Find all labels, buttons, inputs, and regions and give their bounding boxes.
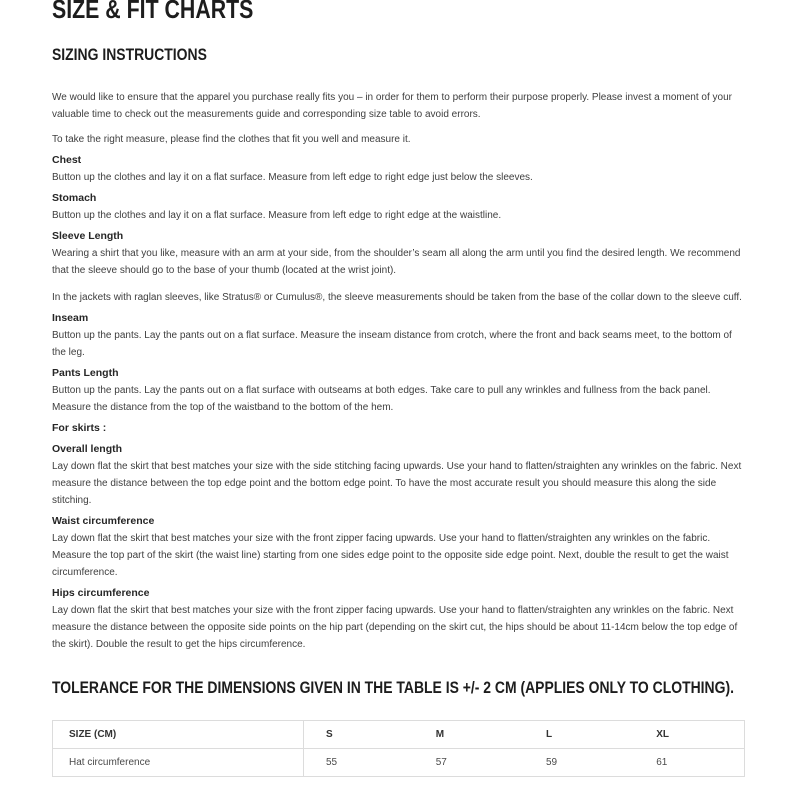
col-header-s: S [304,721,414,749]
section-chest [52,152,745,186]
row-value-s: 55 [304,749,414,777]
tolerance-note: TOLERANCE FOR THE DIMENSIONS GIVEN IN THE TABLE IS +/- 2 CM (APPLIES ONLY TO CLOTHING). [52,678,734,697]
section-paragraph: Button up the clothes and lay it on a flat surface. Measure from left edge to right edge at the waistline. [52,210,502,221]
section-pants-length [52,365,745,416]
section-stomach [52,190,745,224]
section-paragraph: Lay down flat the skirt that best matches your size with the front zipper facing upwards. Use your hand to flatten/straighten any wrinkles on the fabric. Measure the top part of the skirt (the waist line) starting from one sides edge point to the opposite side edge point. Next, double the result to get the waist circumference. [52,533,729,578]
section-paragraph: Lay down flat the skirt that best matches your size with the front zipper facing upwards. Use your hand to flatten/straighten any wrinkles on the fabric. Next measure the distance between the opposite side points on the hip part (depending on the skirt cut, the hips should be about 11-14cm below the top edge of the skirt). Double the result to get the hips circumference. [52,605,738,650]
col-header-m: M [414,721,524,749]
section-heading: Waist circumference [52,515,155,527]
row-value-l: 59 [546,757,558,768]
row-value-xl: 61 [656,757,668,768]
section-heading: Pants Length [52,367,119,379]
section-sleeve-length [52,228,745,306]
page-title: SIZE & FIT CHARTS [52,0,254,24]
section-heading: Hips circumference [52,587,150,599]
col-header-l: L [524,721,634,749]
section-inseam [52,310,745,361]
section-paragraph: Button up the pants. Lay the pants out on a flat surface. Measure the inseam distance from crotch, where the front and back seams meet, to the bottom of the leg. [52,330,732,358]
size-table-header-row [53,721,745,749]
section-hips-circumference [52,585,745,653]
section-heading: Inseam [52,312,89,324]
col-header-xl: XL [634,721,744,749]
section-paragraph: Lay down flat the skirt that best matches your size with the side stitching facing upwards. Use your hand to flatten/straighten any wrinkles on the fabric. Next measure the distance between the top edge point and the bottom edge point. To have the most accurate result you should measure this along the side stitching. [52,461,742,506]
size-fit-page [52,0,745,777]
section-paragraph: Button up the clothes and lay it on a flat surface. Measure from left edge to right edge just below the sleeves. [52,172,533,183]
size-table [52,720,745,777]
section-heading: Overall length [52,443,123,455]
table-row-hat-circumference [53,749,745,777]
section-heading: Stomach [52,192,97,204]
section-heading: Chest [52,154,82,166]
sizing-instructions-heading: SIZING INSTRUCTIONS [52,45,207,64]
section-paragraph: Wearing a shirt that you like, measure with an arm at your side, from the shoulder’s seam all along the arm until you find the desired length. We recommend that the sleeve should go to the base of your thumb (located at the wrist joint). [52,248,741,276]
section-overall-length [52,441,745,509]
col-header-size-cm: SIZE (CM) [53,721,304,749]
section-heading: Sleeve Length [52,230,124,242]
section-paragraph: Button up the pants. Lay the pants out on a flat surface with outseams at both edges. Take care to pull any wrinkles and fullness from the back panel. Measure the distance from the top of the waistband to the bottom of the hem. [52,385,711,413]
row-label: Hat circumference [69,757,151,768]
intro-paragraph: To take the right measure, please find the clothes that fit you well and measure it. [52,134,411,145]
section-waist-circumference [52,513,745,581]
section-heading: For skirts : [52,422,107,434]
section-for-skirts [52,420,745,437]
row-value-m: 57 [435,757,447,768]
section-paragraph: In the jackets with raglan sleeves, like Stratus® or Cumulus®, the sleeve measurements should be taken from the base of the collar down to the sleeve cuff. [52,292,742,303]
intro-paragraph: We would like to ensure that the apparel you purchase really fits you – in order for them to perform their purpose properly. Please invest a moment of your valuable time to check out the measurements guide and corresponding size table to avoid errors. [52,92,732,120]
